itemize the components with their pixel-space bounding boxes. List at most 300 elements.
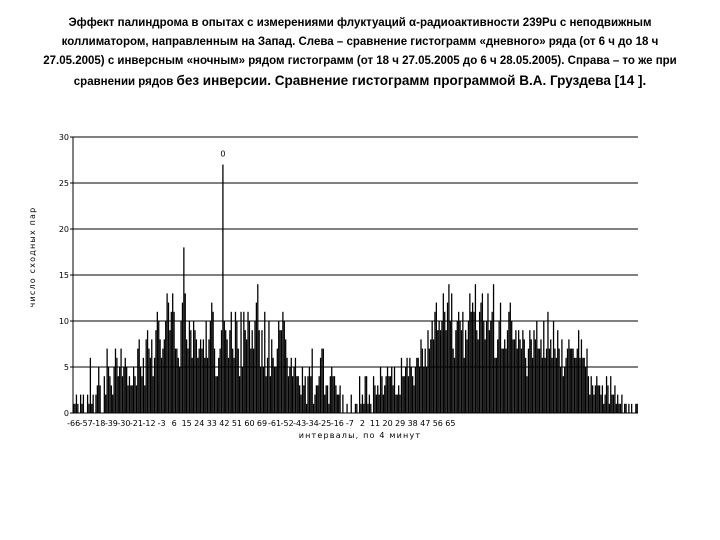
bar (200, 339, 201, 413)
bar (228, 358, 229, 413)
bar (391, 367, 392, 413)
bar (571, 349, 572, 413)
bar (274, 367, 275, 413)
bar (330, 376, 331, 413)
x-tick-label: -43 (293, 419, 307, 428)
bar (370, 404, 371, 413)
y-tick-label: 10 (58, 317, 69, 326)
y-tick-label: 0 (63, 409, 69, 418)
bar (300, 395, 301, 413)
bar (159, 339, 160, 413)
bar (137, 349, 138, 413)
bar (498, 321, 499, 413)
bar (115, 349, 116, 413)
bar (624, 404, 625, 413)
bar (426, 367, 427, 413)
bar (130, 385, 131, 413)
bar (514, 339, 515, 413)
bar (423, 367, 424, 413)
bar (436, 303, 437, 413)
x-tick-label: -12 (142, 419, 156, 428)
bar (83, 395, 84, 413)
bar (231, 312, 232, 413)
x-tick-label: 56 (432, 419, 443, 428)
bar (122, 376, 123, 413)
bar (526, 376, 527, 413)
bar (215, 376, 216, 413)
bar (151, 339, 152, 413)
chart-title-part1: Эффект палиндрома в опытах с измерениями флуктуаций α-радиоактивности 239Pu с неподвижным коллиматором, направленным на Запад. Слева – сравнение гистограмм «дневного» ряда (от 6 ч до 18 ч 27.05.2005) с инверсным «ночным» рядом гистограмм (от 18 ч 27.05.2005 до 6 ч 28.05.2005). Справа – то же при сравнении рядов (43, 17, 677, 88)
bar (550, 339, 551, 413)
bar (316, 385, 317, 413)
bar (635, 404, 636, 413)
bar (479, 312, 480, 413)
bar (430, 339, 431, 413)
x-tick-label: 2 (359, 419, 366, 428)
bar (462, 312, 463, 413)
y-tick-label: 25 (58, 179, 69, 188)
bar (288, 376, 289, 413)
bar (225, 330, 226, 413)
bar (292, 376, 293, 413)
bar (331, 367, 332, 413)
bar (113, 367, 114, 413)
bar (545, 358, 546, 413)
bar (140, 367, 141, 413)
bar (161, 358, 162, 413)
bar (106, 349, 107, 413)
bar (335, 385, 336, 413)
bar (617, 395, 618, 413)
bar (518, 330, 519, 413)
bar (613, 395, 614, 413)
bar (236, 321, 237, 413)
bar (497, 339, 498, 413)
y-tick-labels (59, 133, 73, 418)
bar (539, 349, 540, 413)
bar (422, 349, 423, 413)
bar (362, 395, 363, 413)
x-tick-label: -66 (67, 419, 81, 428)
bar (574, 358, 575, 413)
x-tick-label: 24 (194, 419, 205, 428)
bar (95, 395, 96, 413)
bar (505, 349, 506, 413)
chart-title-part2: без инверсии. Сравнение гистограмм программой В.А. Груздева [14 ]. (176, 73, 647, 88)
bar (351, 395, 352, 413)
bar (616, 404, 617, 413)
bar (543, 321, 544, 413)
bar (284, 321, 285, 413)
bar (437, 330, 438, 413)
bar (621, 395, 622, 413)
bar (296, 376, 297, 413)
bar (275, 367, 276, 413)
x-tick-label: -57 (79, 419, 93, 428)
bar (547, 312, 548, 413)
bar (395, 395, 396, 413)
bar (153, 376, 154, 413)
bar (211, 303, 212, 413)
bar (579, 358, 580, 413)
bar (500, 303, 501, 413)
bar (471, 312, 472, 413)
bar (243, 312, 244, 413)
x-tick-label: 69 (256, 419, 268, 428)
bar (309, 367, 310, 413)
bar (455, 330, 456, 413)
x-tick-label: 51 (231, 419, 243, 428)
bar (139, 339, 140, 413)
bar (206, 321, 207, 413)
bar (605, 395, 606, 413)
bar (261, 330, 262, 413)
bar (129, 376, 130, 413)
bar (609, 404, 610, 413)
bar (533, 330, 534, 413)
bar (492, 312, 493, 413)
bar (327, 385, 328, 413)
bar (628, 404, 629, 413)
bar (187, 349, 188, 413)
bar (432, 321, 433, 413)
bar (97, 385, 98, 413)
bar (476, 330, 477, 413)
bar (154, 358, 155, 413)
bar (108, 367, 109, 413)
bar (406, 358, 407, 413)
bar (596, 376, 597, 413)
bar (240, 312, 241, 413)
bar (219, 349, 220, 413)
bar (416, 358, 417, 413)
bar (186, 339, 187, 413)
bar (519, 339, 520, 413)
bar (620, 404, 621, 413)
bar (572, 349, 573, 413)
bar (218, 358, 219, 413)
bar (399, 395, 400, 413)
bar (466, 339, 467, 413)
bar (239, 376, 240, 413)
bar (155, 330, 156, 413)
bar (536, 321, 537, 413)
bar (390, 376, 391, 413)
bar (270, 376, 271, 413)
bar (427, 330, 428, 413)
bar (164, 339, 165, 413)
bar (560, 367, 561, 413)
bar (307, 376, 308, 413)
bar (618, 404, 619, 413)
bar (285, 339, 286, 413)
bar (346, 404, 347, 413)
bar (448, 284, 449, 413)
bar (320, 358, 321, 413)
bar (418, 358, 419, 413)
bar (168, 303, 169, 413)
bar (88, 404, 89, 413)
x-tick-label: 47 (420, 419, 431, 428)
bar (246, 339, 247, 413)
bar (183, 247, 184, 413)
bar (487, 293, 488, 413)
bar (232, 349, 233, 413)
x-tick-label: 15 (181, 419, 192, 428)
bar (452, 349, 453, 413)
bar (342, 395, 343, 413)
bar (570, 349, 571, 413)
bar (384, 385, 385, 413)
bar (224, 321, 225, 413)
x-tick-label: -25 (318, 419, 332, 428)
x-tick-label: -61 (268, 419, 282, 428)
bar (217, 376, 218, 413)
bar (100, 385, 101, 413)
bar (511, 321, 512, 413)
x-tick-label: -7 (345, 419, 354, 428)
bar (374, 385, 375, 413)
bar (144, 385, 145, 413)
bar (397, 395, 398, 413)
y-tick-label: 15 (58, 271, 69, 280)
bar (207, 358, 208, 413)
bar (459, 321, 460, 413)
bar (93, 395, 94, 413)
bar (278, 321, 279, 413)
bar (521, 349, 522, 413)
bar (433, 339, 434, 413)
bar (147, 330, 148, 413)
bar (532, 358, 533, 413)
bar (254, 321, 255, 413)
bars (73, 165, 638, 413)
x-axis-title: интервалы, по 4 минут (298, 431, 422, 440)
bar (441, 321, 442, 413)
bar (578, 330, 579, 413)
bar (482, 293, 483, 413)
bar (445, 330, 446, 413)
bar (91, 404, 92, 413)
bar (136, 385, 137, 413)
bar (603, 404, 604, 413)
bar (112, 395, 113, 413)
bar (443, 293, 444, 413)
bar (299, 385, 300, 413)
bar (392, 385, 393, 413)
bar (252, 330, 253, 413)
bar (469, 293, 470, 413)
bar (328, 404, 329, 413)
bar (377, 385, 378, 413)
bar (210, 321, 211, 413)
bar (600, 395, 601, 413)
bar (293, 367, 294, 413)
bar (249, 321, 250, 413)
bar (568, 339, 569, 413)
bar (245, 330, 246, 413)
bar (606, 376, 607, 413)
bar (503, 349, 504, 413)
bar (631, 404, 632, 413)
bar (260, 367, 261, 413)
bar (98, 367, 99, 413)
bar (305, 376, 306, 413)
bar (552, 358, 553, 413)
bar (105, 395, 106, 413)
bar (524, 339, 525, 413)
bar (480, 303, 481, 413)
bar (87, 395, 88, 413)
bar (180, 321, 181, 413)
bar (235, 312, 236, 413)
bar (522, 330, 523, 413)
bar (339, 385, 340, 413)
bar (196, 339, 197, 413)
bar (409, 358, 410, 413)
bar (380, 367, 381, 413)
bar (109, 376, 110, 413)
bar (558, 349, 559, 413)
bar (312, 349, 313, 413)
bar (263, 367, 264, 413)
bar (440, 330, 441, 413)
bar (256, 303, 257, 413)
bar (454, 358, 455, 413)
bar (589, 395, 590, 413)
bar (116, 358, 117, 413)
bar (415, 367, 416, 413)
bar (385, 376, 386, 413)
bar (593, 395, 594, 413)
bar (512, 339, 513, 413)
bar (494, 358, 495, 413)
bar (264, 312, 265, 413)
bar (486, 321, 487, 413)
bar (563, 376, 564, 413)
bar (625, 404, 626, 413)
bar (179, 367, 180, 413)
bar (504, 339, 505, 413)
bar (575, 358, 576, 413)
bar (425, 349, 426, 413)
bar (373, 376, 374, 413)
bar (355, 404, 356, 413)
bar (447, 303, 448, 413)
bar (286, 358, 287, 413)
bar (104, 376, 105, 413)
bar (561, 339, 562, 413)
bar (429, 349, 430, 413)
bar (564, 367, 565, 413)
bar (166, 293, 167, 413)
bar (267, 358, 268, 413)
bar (468, 321, 469, 413)
bar (508, 312, 509, 413)
bar (387, 367, 388, 413)
bar (584, 358, 585, 413)
bar (412, 376, 413, 413)
bar (483, 321, 484, 413)
bar (489, 330, 490, 413)
y-axis-title: число сходных пар (28, 206, 37, 308)
bar (213, 312, 214, 413)
bar (546, 349, 547, 413)
bar (490, 321, 491, 413)
bar (458, 312, 459, 413)
x-tick-label: -30 (117, 419, 131, 428)
x-tick-label: 42 (219, 419, 230, 428)
bar (314, 395, 315, 413)
bar (157, 312, 158, 413)
bar (289, 367, 290, 413)
bar (577, 349, 578, 413)
bar (439, 321, 440, 413)
bar (510, 303, 511, 413)
bar (528, 349, 529, 413)
bar (172, 293, 173, 413)
bar (226, 339, 227, 413)
bar (242, 367, 243, 413)
bar (203, 339, 204, 413)
bar (150, 358, 151, 413)
x-tick-label: 20 (382, 419, 393, 428)
bar (253, 349, 254, 413)
bar (303, 385, 304, 413)
bar (281, 330, 282, 413)
x-tick-label: -34 (305, 419, 319, 428)
bar (478, 339, 479, 413)
bar (592, 385, 593, 413)
bar (259, 330, 260, 413)
bar (369, 395, 370, 413)
bar (408, 376, 409, 413)
x-tick-label: 29 (395, 419, 406, 428)
y-tick-label: 30 (58, 133, 69, 142)
annotations (220, 150, 225, 159)
bar (298, 376, 299, 413)
x-tick-label: 65 (445, 419, 456, 428)
bar (367, 404, 368, 413)
bar (143, 358, 144, 413)
bar (201, 349, 202, 413)
bar (531, 339, 532, 413)
bar (126, 367, 127, 413)
bar (132, 385, 133, 413)
bar (120, 349, 121, 413)
y-tick-label: 20 (58, 225, 69, 234)
x-tick-label: 33 (206, 419, 217, 428)
bar (567, 349, 568, 413)
bar (611, 395, 612, 413)
bar (338, 395, 339, 413)
x-tick-label: -39 (104, 419, 118, 428)
bar (450, 321, 451, 413)
bar (420, 339, 421, 413)
bar (146, 339, 147, 413)
bar (475, 284, 476, 413)
bar (324, 395, 325, 413)
bar (310, 376, 311, 413)
bar (444, 312, 445, 413)
bar (602, 385, 603, 413)
bar (360, 404, 361, 413)
bar (549, 349, 550, 413)
bar (585, 367, 586, 413)
bar (553, 321, 554, 413)
bar (501, 349, 502, 413)
bar (208, 339, 209, 413)
